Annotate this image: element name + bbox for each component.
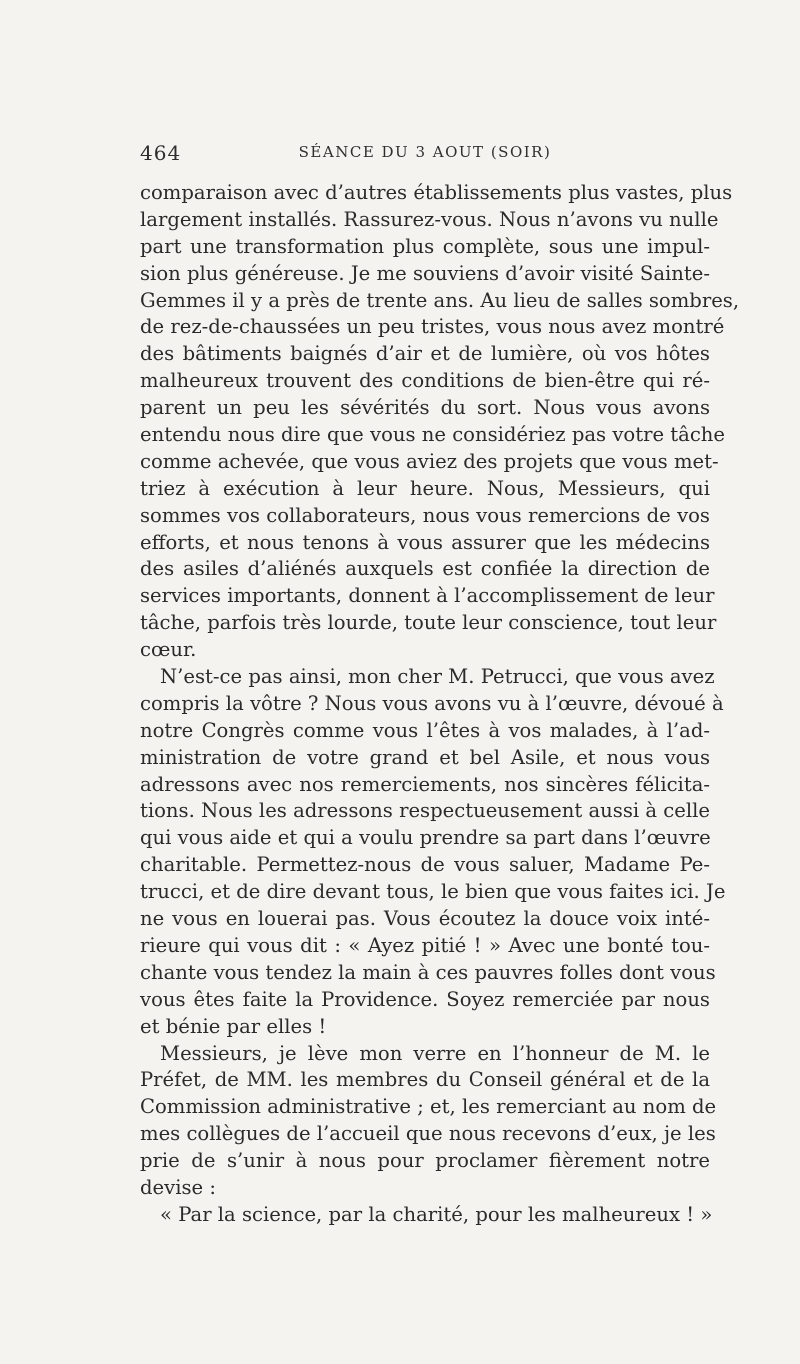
- text-line: prie de s’unir à nous pour proclamer fièrement notre: [140, 1149, 710, 1173]
- text-line: notre Congrès comme vous l’êtes à vos malades, à l’ad-: [140, 718, 710, 742]
- text-line: entendu nous dire que vous ne considériez pas votre tâche: [140, 423, 726, 447]
- page-header: [140, 141, 710, 171]
- text-line: Commission administrative ; et, les remerciant au nom de: [140, 1095, 717, 1119]
- running-head: SÉANCE DU 3 AOUT (SOIR): [298, 143, 552, 161]
- text-line: mes collègues de l’accueil que nous recevons d’eux, je les: [140, 1122, 716, 1146]
- paragraph: [140, 1041, 717, 1202]
- text-line: trucci, et de dire devant tous, le bien que vous faites ici. Je: [140, 880, 726, 904]
- text-line: sion plus généreuse. Je me souviens d’avoir visité Sainte-: [140, 261, 710, 285]
- paragraph: [140, 180, 740, 664]
- paragraph: [140, 1202, 713, 1229]
- text-line: vous êtes faite la Providence. Soyez remerciée par nous: [140, 987, 710, 1011]
- paragraph: [140, 664, 726, 1040]
- text-line: ne vous en louerai pas. Vous écoutez la douce voix inté-: [140, 907, 710, 931]
- text-line: Messieurs, je lève mon verre en l’honneur de M. le: [160, 1041, 710, 1065]
- text-line: comparaison avec d’autres établissements plus vastes, plus: [140, 181, 733, 204]
- text-line: N’est-ce pas ainsi, mon cher M. Petrucci, que vous avez: [160, 665, 715, 689]
- text-line: Gemmes il y a près de trente ans. Au lieu de salles sombres,: [140, 288, 740, 312]
- text-line: qui vous aide et qui a voulu prendre sa part dans l’œuvre: [140, 826, 711, 850]
- text-line: parent un peu les sévérités du sort. Nous vous avons: [140, 396, 710, 420]
- text-line: devise :: [140, 1175, 216, 1199]
- text-line: Préfet, de MM. les membres du Conseil général et de la: [140, 1068, 710, 1092]
- text-line: triez à exécution à leur heure. Nous, Messieurs, qui: [140, 476, 710, 500]
- text-line: compris la vôtre ? Nous vous avons vu à l’œuvre, dévoué à: [140, 691, 724, 715]
- text-line: largement installés. Rassurez-vous. Nous n’avons vu nulle: [140, 207, 719, 231]
- text-line: adressons avec nos remerciements, nos sincères félicita-: [140, 772, 710, 796]
- text-line: « Par la science, par la charité, pour les malheureux ! »: [160, 1202, 713, 1226]
- text-line: de rez-de-chaussées un peu tristes, vous nous avez montré: [140, 315, 725, 339]
- text-line: sommes vos collaborateurs, nous vous remercions de vos: [140, 503, 710, 527]
- text-line: cœur.: [140, 638, 197, 662]
- text-line: comme achevée, que vous aviez des projets que vous met-: [140, 449, 719, 473]
- text-line: malheureux trouvent des conditions de bien-être qui ré-: [140, 369, 710, 393]
- text-line: des bâtiments baignés d’air et de lumière, où vos hôtes: [140, 342, 710, 366]
- text-line: ministration de votre grand et bel Asile, et nous vous: [140, 745, 710, 769]
- body-text: [140, 180, 740, 1229]
- text-line: tions. Nous les adressons respectueusement aussi à celle: [140, 799, 710, 823]
- text-line: services importants, donnent à l’accomplissement de leur: [140, 584, 715, 608]
- text-line: des asiles d’aliénés auxquels est confiée la direction de: [140, 557, 710, 581]
- page-number: 464: [140, 141, 182, 165]
- text-line: efforts, et nous tenons à vous assurer que les médecins: [140, 530, 710, 554]
- text-line: chante vous tendez la main à ces pauvres folles dont vous: [140, 960, 716, 984]
- text-line: charitable. Permettez-nous de vous saluer, Madame Pe-: [140, 853, 710, 877]
- text-line: rieure qui vous dit : « Ayez pitié ! » Avec une bonté tou-: [140, 933, 710, 957]
- text-line: et bénie par elles !: [140, 1014, 327, 1038]
- text-line: tâche, parfois très lourde, toute leur conscience, tout leur: [140, 611, 717, 635]
- text-line: part une transformation plus complète, sous une impul-: [140, 234, 710, 258]
